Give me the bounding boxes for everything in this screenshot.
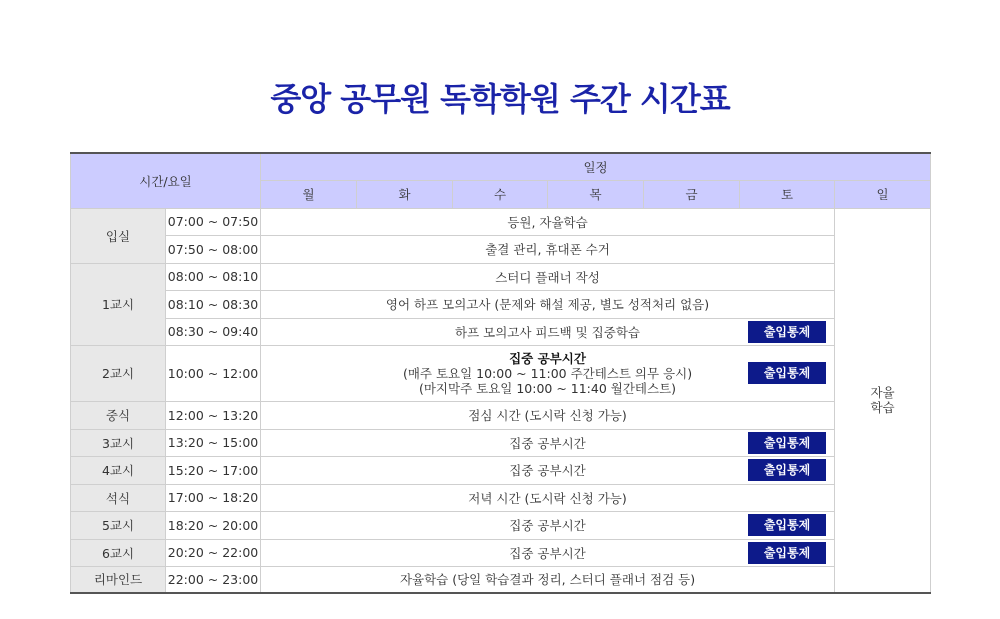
table-row <box>71 539 931 566</box>
day-sun: 일 <box>835 180 931 208</box>
period-label: 중식 <box>71 401 166 429</box>
activity-text: 집중 공부시간 <box>509 518 586 533</box>
activity-text: 집중 공부시간 <box>509 435 586 451</box>
activity-note: (마지막주 토요일 10:00 ~ 11:40 월간테스트) <box>418 380 677 396</box>
time-cell: 08:00 ~ 08:10 <box>166 263 261 290</box>
time-cell: 08:30 ~ 09:40 <box>166 318 261 345</box>
activity-cell: 출결 관리, 휴대폰 수거 <box>261 235 835 263</box>
activity-cell <box>261 429 835 456</box>
table-row <box>71 318 931 345</box>
activity-cell <box>261 456 835 484</box>
access-control-badge: 출입통제 <box>748 459 826 481</box>
activity-note: (매주 토요일 10:00 ~ 11:00 주간테스트 의무 응시) <box>402 365 693 381</box>
table-row <box>71 511 931 539</box>
access-control-badge: 출입통제 <box>748 542 826 564</box>
table-row <box>71 345 931 401</box>
day-wed: 수 <box>453 180 548 208</box>
access-control-badge: 출입통제 <box>748 321 826 343</box>
access-control-badge: 출입통제 <box>748 362 826 384</box>
day-sat: 토 <box>740 180 835 208</box>
period-label: 5교시 <box>71 511 166 539</box>
time-cell: 07:50 ~ 08:00 <box>166 235 261 263</box>
time-cell: 18:20 ~ 20:00 <box>166 511 261 539</box>
activity-text: 집중 공부시간 <box>509 463 586 478</box>
time-cell: 15:20 ~ 17:00 <box>166 456 261 484</box>
table-row <box>71 429 931 456</box>
activity-cell <box>261 539 835 566</box>
activity-text: 하프 모의고사 피드백 및 집중학습 <box>455 324 640 340</box>
period-label: 입실 <box>71 208 166 263</box>
period-label: 3교시 <box>71 429 166 456</box>
access-control-badge: 출입통제 <box>748 432 826 454</box>
period-label: 1교시 <box>71 263 166 345</box>
activity-cell: 등원, 자율학습 <box>261 208 835 235</box>
header-schedule: 일정 <box>261 153 931 180</box>
table-row <box>71 456 931 484</box>
day-tue: 화 <box>357 180 453 208</box>
activity-text: 집중 공부시간 <box>509 350 586 366</box>
time-cell: 22:00 ~ 23:00 <box>166 566 261 593</box>
table-row <box>71 290 931 318</box>
activity-cell <box>261 345 835 401</box>
activity-text: 집중 공부시간 <box>509 545 586 561</box>
timetable <box>70 152 931 594</box>
table-row <box>71 235 931 263</box>
time-cell: 12:00 ~ 13:20 <box>166 401 261 429</box>
sunday-label-2: 학습 <box>870 400 895 416</box>
header-time-day: 시간/요일 <box>71 153 261 208</box>
activity-cell: 영어 하프 모의고사 (문제와 해설 제공, 별도 성적처리 없음) <box>261 290 835 318</box>
day-fri: 금 <box>644 180 740 208</box>
table-row <box>71 566 931 593</box>
period-label: 리마인드 <box>71 566 166 593</box>
period-label: 4교시 <box>71 456 166 484</box>
time-cell: 07:00 ~ 07:50 <box>166 208 261 235</box>
day-thu: 목 <box>548 180 644 208</box>
sunday-cell <box>835 208 931 593</box>
table-row <box>71 484 931 511</box>
period-label: 6교시 <box>71 539 166 566</box>
day-mon: 월 <box>261 180 357 208</box>
table-row <box>71 208 931 235</box>
activity-cell <box>261 318 835 345</box>
page-title: 중앙 공무원 독학학원 주간 시간표 <box>270 80 730 118</box>
sunday-label-1: 자율 <box>870 385 895 401</box>
activity-cell <box>261 511 835 539</box>
activity-cell: 자율학습 (당일 학습결과 정리, 스터디 플래너 점검 등) <box>261 566 835 593</box>
activity-cell: 점심 시간 (도시락 신청 가능) <box>261 401 835 429</box>
period-label: 2교시 <box>71 345 166 401</box>
time-cell: 08:10 ~ 08:30 <box>166 290 261 318</box>
period-label: 석식 <box>71 484 166 511</box>
table-row <box>71 263 931 290</box>
activity-cell: 저녁 시간 (도시락 신청 가능) <box>261 484 835 511</box>
time-cell: 13:20 ~ 15:00 <box>166 429 261 456</box>
time-cell: 20:20 ~ 22:00 <box>166 539 261 566</box>
table-row <box>71 401 931 429</box>
access-control-badge: 출입통제 <box>748 514 826 536</box>
time-cell: 17:00 ~ 18:20 <box>166 484 261 511</box>
activity-cell: 스터디 플래너 작성 <box>261 263 835 290</box>
time-cell: 10:00 ~ 12:00 <box>166 345 261 401</box>
